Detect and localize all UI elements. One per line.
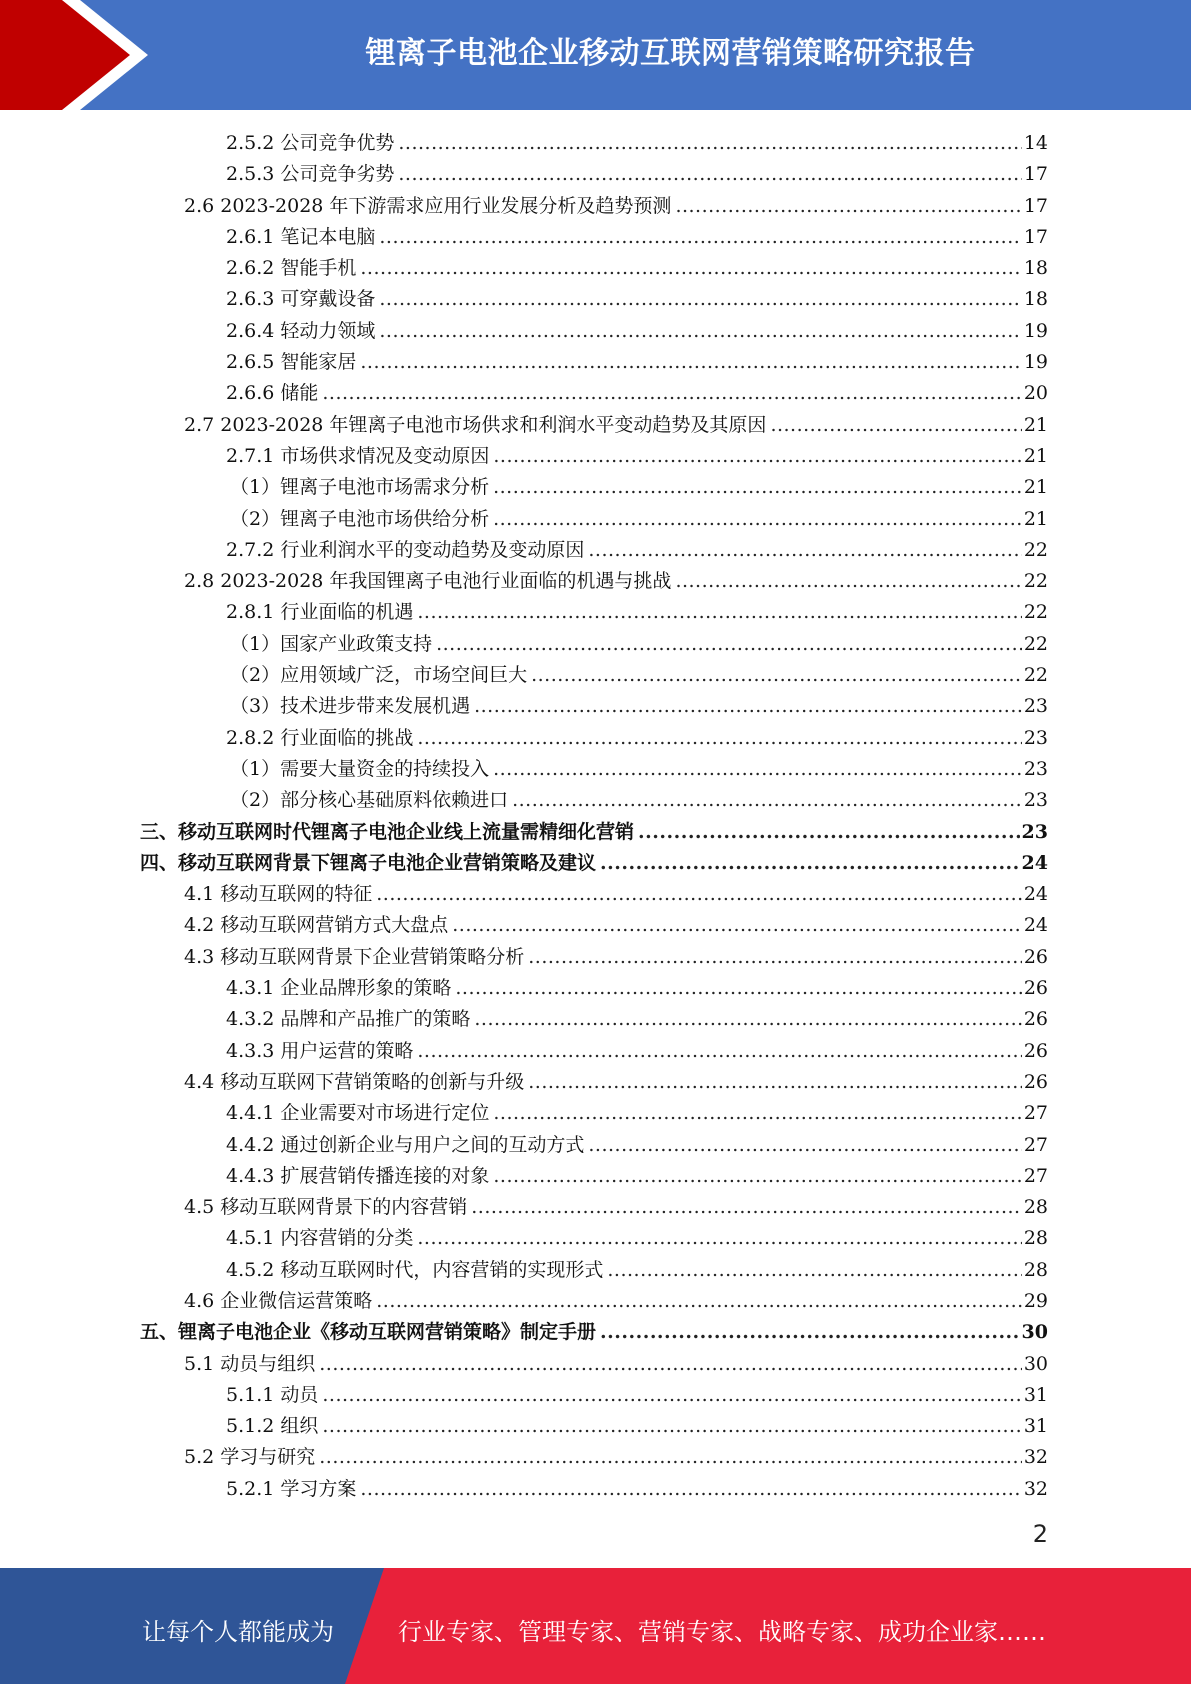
toc-entry-label: （1）需要大量资金的持续投入 (230, 757, 490, 780)
toc-entry-page: 23 (1023, 789, 1048, 812)
toc-entry[interactable] (140, 1286, 1048, 1317)
toc-leader-dots (398, 128, 1021, 159)
toc-entry-label: 4.5.2 移动互联网时代，内容营销的实现形式 (226, 1258, 604, 1281)
toc-entry-label: 2.8.2 行业面临的挑战 (226, 726, 414, 749)
toc-entry-page: 17 (1023, 163, 1048, 186)
toc-entry-label: （2）应用领域广泛，市场空间巨大 (230, 664, 528, 687)
toc-entry[interactable] (140, 754, 1048, 785)
toc-entry-page: 14 (1023, 132, 1048, 154)
toc-leader-dots (376, 1286, 1022, 1317)
toc-entry-label: 4.4.1 企业需要对市场进行定位 (226, 1102, 490, 1125)
toc-leader-dots (360, 253, 1021, 284)
toc-entry[interactable] (140, 316, 1048, 347)
toc-entry-label: （1）国家产业政策支持 (230, 632, 433, 655)
toc-entry[interactable] (140, 504, 1048, 535)
toc-entry[interactable] (140, 1223, 1048, 1254)
toc-entry[interactable] (140, 128, 1048, 159)
toc-leader-dots (455, 973, 1021, 1004)
toc-leader-dots (360, 1474, 1021, 1505)
toc-entry-label: （2）锂离子电池市场供给分析 (230, 507, 490, 530)
toc-entry-page: 22 (1023, 538, 1048, 561)
toc-entry-label: 2.6.2 智能手机 (226, 257, 357, 280)
toc-leader-dots (376, 879, 1022, 910)
toc-entry-label: 5.1 动员与组织 (184, 1352, 316, 1375)
toc-entry[interactable] (140, 1349, 1048, 1380)
toc-leader-dots (600, 1317, 1020, 1348)
toc-entry-label: 四、移动互联网背景下锂离子电池企业营销策略及建议 (140, 851, 597, 874)
toc-entry-page: 24 (1023, 883, 1048, 906)
toc-entry[interactable] (140, 222, 1048, 253)
toc-entry[interactable] (140, 1474, 1048, 1505)
toc-entry-label: 2.7.1 市场供求情况及变动原因 (226, 444, 490, 467)
toc-entry-page: 28 (1023, 1258, 1048, 1281)
toc-entry[interactable] (140, 1036, 1048, 1067)
toc-entry-label: 2.8 2023-2028 年我国锂离子电池行业面临的机遇与挑战 (184, 570, 672, 593)
toc-entry[interactable] (140, 159, 1048, 190)
toc-entry-page: 30 (1023, 1352, 1048, 1375)
toc-entry[interactable] (140, 1098, 1048, 1129)
toc-entry[interactable] (140, 1411, 1048, 1442)
toc-entry[interactable] (140, 410, 1048, 441)
toc-entry-page: 29 (1023, 1289, 1048, 1312)
toc-leader-dots (512, 785, 1022, 816)
page-number: 2 (1032, 1520, 1048, 1548)
toc-entry-label: 4.3.3 用户运营的策略 (226, 1039, 414, 1062)
toc-entry-label: （3）技术进步带来发展机遇 (230, 695, 471, 718)
toc-leader-dots (379, 284, 1021, 315)
toc-entry-label: 5.2.1 学习方案 (226, 1477, 357, 1500)
toc-entry[interactable] (140, 1192, 1048, 1223)
toc-entry-label: 2.6 2023-2028 年下游需求应用行业发展分析及趋势预测 (184, 194, 672, 217)
toc-entry-label: 4.4.2 通过创新企业与用户之间的互动方式 (226, 1133, 585, 1156)
toc-entry-label: （1）锂离子电池市场需求分析 (230, 476, 490, 499)
toc-entry-label: 4.6 企业微信运营策略 (184, 1289, 373, 1312)
toc-entry[interactable] (140, 1442, 1048, 1473)
toc-leader-dots (474, 691, 1022, 722)
toc-entry-page: 22 (1023, 664, 1048, 687)
toc-entry[interactable] (140, 629, 1048, 660)
toc-leader-dots (675, 566, 1021, 597)
toc-leader-dots (417, 1036, 1021, 1067)
toc-leader-dots (322, 1380, 1021, 1411)
toc-entry[interactable] (140, 1067, 1048, 1098)
toc-leader-dots (360, 347, 1021, 378)
toc-leader-dots (607, 1255, 1021, 1286)
toc-leader-dots (319, 1349, 1022, 1380)
toc-entry-page: 23 (1023, 757, 1048, 780)
toc-entry-page: 28 (1023, 1196, 1048, 1219)
toc-entry[interactable] (140, 378, 1048, 409)
toc-entry-label: 4.4 移动互联网下营销策略的创新与升级 (184, 1070, 525, 1093)
toc-entry-label: 4.3.1 企业品牌形象的策略 (226, 977, 452, 1000)
toc-entry-label: 5.1.2 组织 (226, 1415, 319, 1438)
toc-entry-page: 26 (1023, 1008, 1048, 1031)
toc-entry-label: 2.7 2023-2028 年锂离子电池市场供求和利润水平变动趋势及其原因 (184, 413, 767, 436)
toc-leader-dots (770, 410, 1021, 441)
toc-entry-page: 24 (1023, 914, 1048, 937)
toc-entry[interactable] (140, 597, 1048, 628)
toc-leader-dots (417, 1223, 1021, 1254)
toc-entry[interactable] (140, 472, 1048, 503)
toc-entry-page: 23 (1023, 726, 1048, 749)
toc-entry-label: 5.2 学习与研究 (184, 1446, 316, 1469)
toc-entry-page: 23 (1021, 820, 1048, 843)
toc-leader-dots (379, 316, 1021, 347)
toc-leader-dots (319, 1442, 1022, 1473)
toc-entry-label: 2.6.6 储能 (226, 382, 319, 405)
toc-leader-dots (588, 535, 1021, 566)
toc-leader-dots (493, 1098, 1021, 1129)
toc-leader-dots (528, 942, 1022, 973)
toc-entry-page: 17 (1023, 225, 1048, 248)
toc-leader-dots (474, 1004, 1021, 1035)
toc-entry[interactable] (140, 284, 1048, 315)
toc-entry-page: 21 (1023, 507, 1048, 530)
toc-entry-label: 三、移动互联网时代锂离子电池企业线上流量需精细化营销 (140, 820, 635, 843)
toc-entry-label: 2.5.2 公司竞争优势 (226, 132, 395, 154)
toc-entry-label: 2.6.5 智能家居 (226, 351, 357, 374)
toc-leader-dots (600, 848, 1020, 879)
table-of-contents (140, 128, 1048, 1505)
page-footer (0, 1568, 1191, 1684)
toc-entry[interactable] (140, 347, 1048, 378)
toc-entry[interactable] (140, 879, 1048, 910)
toc-entry[interactable] (140, 942, 1048, 973)
toc-entry[interactable] (140, 1255, 1048, 1286)
toc-entry-label: （2）部分核心基础原料依赖进口 (230, 789, 509, 812)
toc-entry[interactable] (140, 1317, 1048, 1348)
toc-leader-dots (493, 504, 1022, 535)
toc-leader-dots (638, 817, 1020, 848)
toc-entry-page: 26 (1023, 1039, 1048, 1062)
toc-leader-dots (675, 191, 1021, 222)
toc-entry[interactable] (140, 723, 1048, 754)
toc-entry-page: 27 (1023, 1164, 1048, 1187)
toc-leader-dots (322, 378, 1021, 409)
toc-entry-page: 17 (1023, 194, 1048, 217)
toc-leader-dots (417, 597, 1021, 628)
toc-entry-label: 2.6.1 笔记本电脑 (226, 225, 376, 248)
toc-entry-page: 22 (1023, 632, 1048, 655)
toc-entry-page: 18 (1023, 288, 1048, 311)
toc-entry[interactable] (140, 1004, 1048, 1035)
toc-entry-label: 2.5.3 公司竞争劣势 (226, 163, 395, 186)
toc-entry[interactable] (140, 973, 1048, 1004)
toc-leader-dots (417, 723, 1021, 754)
toc-entry-label: 五、锂离子电池企业《移动互联网营销策略》制定手册 (140, 1321, 597, 1344)
toc-leader-dots (436, 629, 1022, 660)
toc-entry-page: 19 (1023, 351, 1048, 374)
toc-leader-dots (493, 754, 1022, 785)
toc-leader-dots (528, 1067, 1022, 1098)
toc-entry-page: 26 (1023, 945, 1048, 968)
toc-entry-label: 2.7.2 行业利润水平的变动趋势及变动原因 (226, 538, 585, 561)
toc-leader-dots (379, 222, 1021, 253)
toc-entry-page: 21 (1023, 413, 1048, 436)
toc-entry-page: 26 (1023, 977, 1048, 1000)
toc-leader-dots (322, 1411, 1021, 1442)
toc-entry[interactable] (140, 848, 1048, 879)
toc-leader-dots (493, 472, 1022, 503)
toc-entry-label: 4.4.3 扩展营销传播连接的对象 (226, 1164, 490, 1187)
page-header (0, 0, 1191, 110)
toc-leader-dots (452, 910, 1022, 941)
toc-leader-dots (531, 660, 1022, 691)
toc-entry[interactable] (140, 566, 1048, 597)
toc-entry[interactable] (140, 1380, 1048, 1411)
toc-leader-dots (493, 441, 1021, 472)
toc-entry-label: 4.3 移动互联网背景下企业营销策略分析 (184, 945, 525, 968)
toc-entry-label: 2.6.4 轻动力领域 (226, 319, 376, 342)
toc-leader-dots (588, 1130, 1021, 1161)
toc-entry-page: 24 (1021, 851, 1048, 874)
toc-entry-page: 22 (1023, 570, 1048, 593)
toc-entry-page: 21 (1023, 444, 1048, 467)
toc-leader-dots (398, 159, 1021, 190)
toc-entry[interactable] (140, 441, 1048, 472)
toc-entry-label: 4.1 移动互联网的特征 (184, 883, 373, 906)
toc-entry-label: 4.3.2 品牌和产品推广的策略 (226, 1008, 471, 1031)
toc-entry-page: 32 (1023, 1446, 1048, 1469)
toc-entry-page: 26 (1023, 1070, 1048, 1093)
report-title: 锂离子电池企业移动互联网营销策略研究报告 (365, 36, 976, 71)
toc-entry-page: 23 (1023, 695, 1048, 718)
toc-entry-page: 30 (1021, 1321, 1048, 1344)
toc-entry-label: 5.1.1 动员 (226, 1383, 319, 1406)
toc-entry-label: 4.2 移动互联网营销方式大盘点 (184, 914, 449, 937)
toc-entry-label: 4.5.1 内容营销的分类 (226, 1227, 414, 1250)
toc-entry[interactable] (140, 785, 1048, 816)
toc-entry-page: 21 (1023, 476, 1048, 499)
toc-entry-label: 4.5 移动互联网背景下的内容营销 (184, 1196, 468, 1219)
toc-entry[interactable] (140, 691, 1048, 722)
toc-entry[interactable] (140, 535, 1048, 566)
toc-leader-dots (471, 1192, 1022, 1223)
toc-entry-page: 31 (1023, 1383, 1048, 1406)
toc-entry-label: 2.6.3 可穿戴设备 (226, 288, 376, 311)
toc-entry-page: 32 (1023, 1477, 1048, 1500)
toc-entry[interactable] (140, 191, 1048, 222)
footer-tagline: 行业专家、管理专家、营销专家、战略专家、成功企业家…… (398, 1618, 1046, 1646)
toc-entry-page: 31 (1023, 1415, 1048, 1438)
toc-entry-page: 22 (1023, 601, 1048, 624)
toc-entry-page: 28 (1023, 1227, 1048, 1250)
toc-entry-page: 27 (1023, 1102, 1048, 1125)
toc-entry[interactable] (140, 660, 1048, 691)
toc-entry[interactable] (140, 1161, 1048, 1192)
toc-entry-page: 19 (1023, 319, 1048, 342)
toc-leader-dots (493, 1161, 1021, 1192)
toc-entry[interactable] (140, 1130, 1048, 1161)
footer-slogan: 让每个人都能成为 (142, 1618, 334, 1646)
toc-entry[interactable] (140, 817, 1048, 848)
toc-entry-page: 18 (1023, 257, 1048, 280)
toc-entry-page: 20 (1023, 382, 1048, 405)
toc-entry-label: 2.8.1 行业面临的机遇 (226, 601, 414, 624)
toc-entry[interactable] (140, 910, 1048, 941)
toc-entry[interactable] (140, 253, 1048, 284)
toc-entry-page: 27 (1023, 1133, 1048, 1156)
